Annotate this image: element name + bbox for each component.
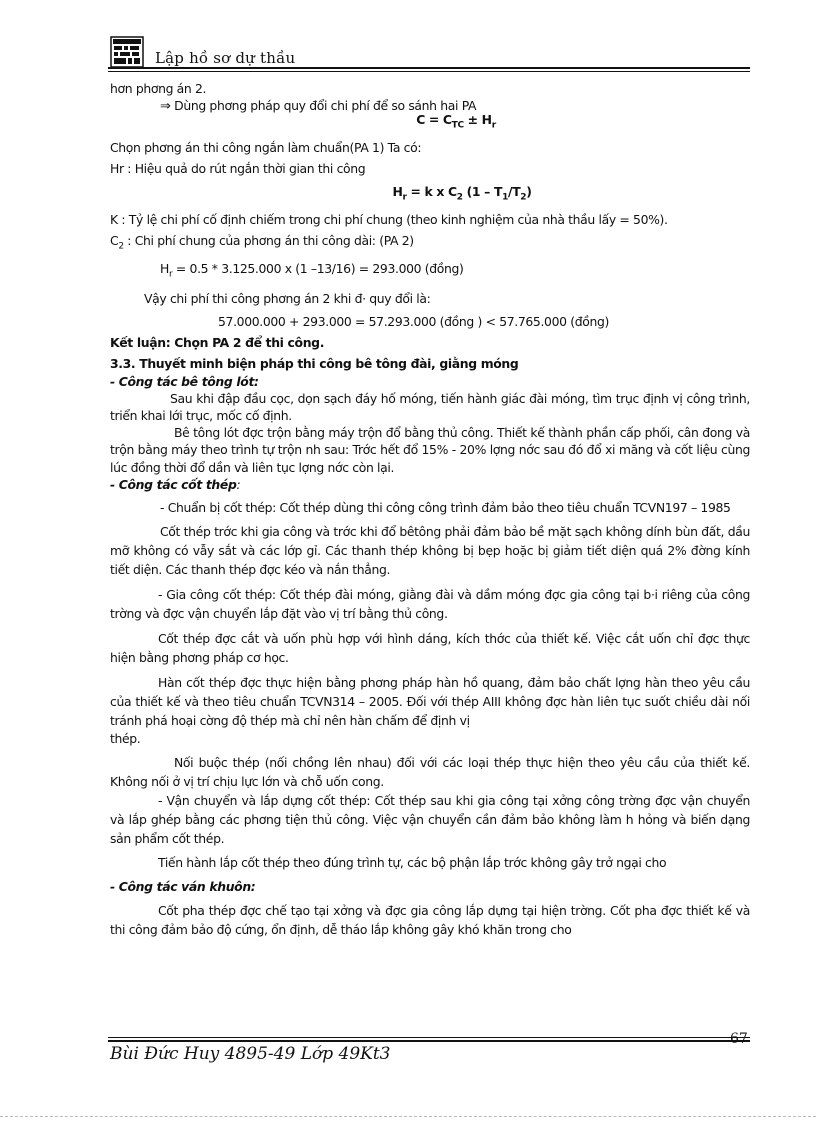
paragraph: Cốt pha thép đợc chế tạo tại xởng và đợc gia công lắp dựng tại hiện trờng. Cốt pha đợc thiết kế và thi công đảm bảo độ cứng, ổn định, dễ tháo lắp không gây khó khăn trong cho: [110, 902, 750, 937]
paragraph: Nối buộc thép (nối chồng lên nhau) đối với các loại thép thực hiện theo yêu cầu của thiết kế. Không nối ở vị trí chịu lực lớn và chỗ uốn cong.: [110, 755, 750, 790]
subheading-formwork: - Công tác ván khuôn:: [110, 878, 256, 894]
header-logo-icon: [110, 36, 144, 68]
subheading-reinforcement: - Công tác cốt thép:: [110, 476, 241, 492]
paragraph: Cốt thép đợc cắt và uốn phù hợp với hình dáng, kích thớc của thiết kế. Việc cắt uốn chỉ đợc thực hiện bằng phơng pháp cơ học.: [110, 631, 750, 666]
text-line: $H_r = 0.5 * 3.125.000$ x (1 –13/16) = 293.000 (đồng): [160, 261, 464, 280]
paragraph: Sau khi đập đầu cọc, dọn sạch đáy hố móng, tiến hành giác đài móng, tìm trục định vị công trình, triển khai lới trục, mốc cố định.: [110, 390, 750, 423]
header-divider-thin: [108, 71, 750, 72]
formula-cost: $C = C_{TC} \pm H_r$: [416, 112, 496, 131]
footer-divider: [108, 1040, 750, 1042]
text-line: Chọn phơng án thi công ngắn làm chuẩn(PA 1) Ta có:: [110, 140, 422, 156]
page-edge: [0, 1116, 816, 1117]
header-divider: [108, 67, 750, 69]
text-line: Hr : Hiệu quả do rút ngắn thời gian thi công: [110, 161, 366, 177]
arrow-right-icon: ⇒: [160, 99, 171, 115]
footer-author: Bùi Đức Huy 4895-49 Lớp 49Kt3: [110, 1044, 391, 1064]
paragraph: Tiến hành lắp cốt thép theo đúng trình tự, các bộ phận lắp trớc không gây trở ngại cho: [158, 855, 667, 871]
text-line: ⇒ Dùng phơng pháp quy đổi chi phí để so sánh hai PA: [160, 98, 477, 115]
paragraph: Hàn cốt thép đợc thực hiện bằng phơng pháp hàn hồ quang, đảm bảo chất lợng hàn theo yêu cầu của thiết kế và theo tiêu chuẩn TCVN314 – 2005. Đối với thép AIII không đợc hàn liên tục suốt chiều dài nối tránh phá hoại cờng độ thép mà chỉ nên hàn chấm để định vị: [110, 675, 750, 729]
header-title: Lập hồ sơ dự thầu: [155, 49, 296, 67]
paragraph: - Gia công cốt thép: Cốt thép đài móng, giằng đài và dầm móng đợc gia công tại b·i riêng của công trờng và đợc vận chuyển lắp đặt vào vị trí bằng thủ công.: [110, 587, 750, 622]
text-line: thép.: [110, 731, 141, 747]
text-line: $C_2$ : Chi phí chung của phơng án thi công dài: (PA 2): [110, 233, 414, 252]
footer-divider-thin: [108, 1037, 750, 1038]
paragraph: - Vận chuyển và lắp dựng cốt thép: Cốt thép sau khi gia công tại xởng công trờng đợc vận chuyển và lắp ghép bằng các phơng tiện thủ công. Việc vận chuyển cần đảm bảo không làm h hỏng và biến dạng sản phẩm cốt thép.: [110, 793, 750, 847]
paragraph: Cốt thép trớc khi gia công và trớc khi đổ bêtông phải đảm bảo bề mặt sạch không dính bùn đất, dầu mỡ không có vẫy sắt và các lớp gỉ. Các thanh thép không bị bẹp hoặc bị giảm tiết diện quá 2% đờng kính tiết diện. Các thanh thép đợc kéo và nắn thẳng.: [110, 524, 750, 578]
paragraph: Bê tông lót đợc trộn bằng máy trộn đổ bằng thủ công. Thiết kế thành phần cấp phối, cân đong và trộn bằng máy theo trình tự trộn nh sau: Trớc hết đổ 15% - 20% lợng nớc sau đó đổ xi măng và cốt liệu cùng lúc đồng thời đổ dần và liên tục lợng nớc còn lại.: [110, 425, 750, 475]
conclusion: Kết luận: Chọn PA 2 để thi công.: [110, 335, 325, 351]
section-heading: 3.3. Thuyết minh biện pháp thi công bê tông đài, giằng móng: [110, 356, 519, 372]
formula-efficiency: $H_r = k$ x $C_2$ $(1 - T_1/T_2)$: [392, 184, 532, 203]
page-number: 67: [730, 1031, 748, 1047]
document-body: [110, 80, 750, 939]
text-line: hơn phơng án 2.: [110, 81, 207, 96]
paragraph: - Chuẩn bị cốt thép: Cốt thép dùng thi công công trình đảm bảo theo tiêu chuẩn TCVN197 – 1985: [160, 499, 731, 515]
text-line: Vậy chi phí thi công phơng án 2 khi đ· quy đổi là:: [144, 290, 431, 306]
text-line: K : Tỷ lệ chi phí cố định chiếm trong chi phí chung (theo kinh nghiệm của nhà thầu lấy = 50%).: [110, 212, 668, 228]
text-line: 57.000.000 + 293.000 = 57.293.000 (đồng ) < 57.765.000 (đồng): [218, 313, 609, 329]
subheading-concrete-lining: - Công tác bê tông lót:: [110, 373, 259, 389]
